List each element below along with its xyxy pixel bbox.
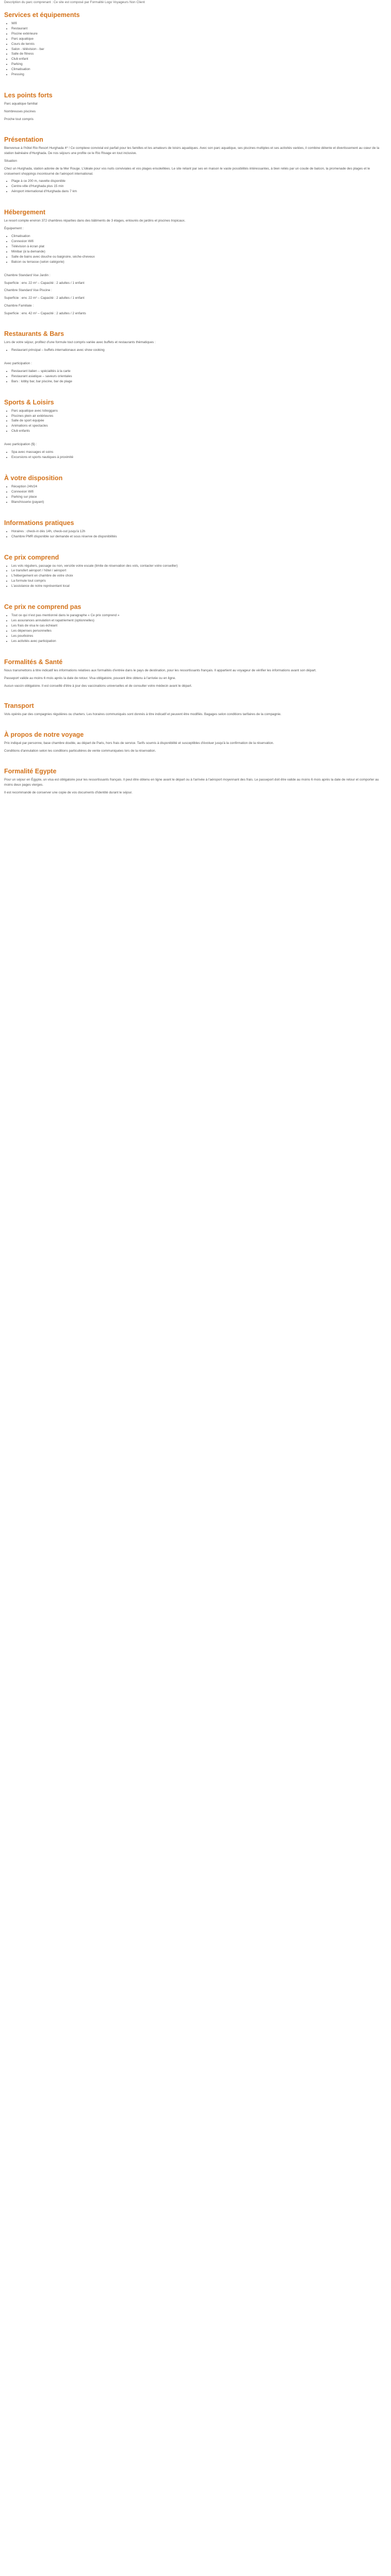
section-spacer [4, 387, 387, 393]
section-paragraph: Bienvenue à l'hôtel Rio Resort Hurghada 4* ! Ce complexe convivial est parfait pour les familles et les amateurs de loisirs aquatiques. Avec son parc aquatique, ses piscines multiples et ses activités variées, il combine détente et divertissement au cœur de la station balnéaire d'Hurghada. De nos séjours une profite ce le Rio Rivage en tout inclusive. [4, 146, 380, 155]
section [4, 731, 387, 761]
section-paragraph: Lors de votre séjour, profitez d'une formule tout compris variée avec buffets et restaurants thématiques : [4, 341, 156, 345]
list-item: • Parc aquatique [11, 37, 387, 42]
list-item: • Pressing [11, 72, 387, 77]
section-spacer [4, 437, 387, 442]
section-title: Ce prix comprend [4, 553, 59, 561]
list-item: • Climatisation [11, 234, 387, 239]
list-item: • Tout ce qui n'est pas mentionné dans le paragraphe « Ce prix comprend » [11, 613, 387, 618]
list-item: • Télévision à écran plat [11, 244, 387, 249]
list-item: • Les assurances annulation et rapatriement (optionnelles) [11, 618, 387, 623]
section-spacer [4, 197, 387, 202]
list-item: • Excursions et sports nautiques à proximité [11, 455, 387, 460]
section-spacer [4, 356, 387, 361]
list-item: • L'hébergement en chambre de votre choix [11, 573, 387, 579]
list-item: • Salle de bains avec douche ou baignoire, sèche-cheveux [11, 255, 387, 260]
list-item: • Le transfert aéroport / hôtel / aéroport [11, 568, 387, 573]
section-list [4, 179, 387, 194]
list-item: • Horaires : check-in dès 14h, check-out jusqu'à 12h [11, 529, 387, 534]
list-item: • Aéroport international d'Hurghada dans 7 km [11, 189, 387, 194]
section-paragraph: Prix indiqué par personne, base chambre double, au départ de Paris, hors frais de service. Tarifs soumis à disponibilité et susceptibles d'évoluer jusqu'à la confirmation de la réservation. [4, 741, 274, 745]
list-item: • Plage à ce 200 m, navette disponible [11, 179, 387, 184]
section-list [4, 484, 387, 505]
section-spacer [4, 125, 387, 130]
section-paragraph: Situation [4, 159, 17, 163]
section-paragraph: Chez un Hurghada, station adorée de la Mer Rouge. L'idéale pour vos nuits conviviales et vos plages ensoleillées. Le site reliant par ses en maison le vaste possibilités intéressantes, à bien reliés par un coude de balcon, la promenade des plages et le croisement shoppings incontourné de l'aéroport international. [4, 166, 370, 176]
section-list [4, 21, 387, 77]
list-item: • Bars : lobby bar, bar piscine, bar de plage [11, 379, 387, 384]
list-item: • Connexion Wifi [11, 239, 387, 244]
section-spacer [4, 319, 387, 324]
section [4, 209, 387, 273]
list-item: • Animations et spectacles [11, 423, 387, 429]
list-item: • La formule tout compris [11, 579, 387, 584]
section [4, 92, 387, 130]
section-paragraph: Aucun vaccin obligatoire. Il est conseillé d'être à jour des vaccinations universelles et de consulter votre médecin avant le départ. [4, 684, 192, 688]
list-item: • Restaurant [11, 26, 387, 31]
section-title: Formalités & Santé [4, 658, 63, 666]
section [4, 136, 387, 202]
section-paragraph: Superficie : env. 22 m² – Capacité : 2 adultes / 1 enfant [4, 281, 85, 285]
list-item: • Cours de tennis [11, 42, 387, 47]
section [4, 273, 387, 325]
list-item: • Les activités avec participation [11, 639, 387, 644]
section-spacer [4, 592, 387, 597]
section-title: Services et équipements [4, 11, 80, 19]
section-paragraph: Passeport valide au moins 6 mois après la date de retour. Visa obligatoire, pouvant être obtenu à l'arrivée ou en ligne. [4, 676, 176, 680]
section-list [4, 564, 387, 589]
list-item: • Salle de fitness [11, 52, 387, 57]
list-item: • Salon - télévision - bar [11, 47, 387, 52]
list-item: • Restaurant italien – spécialités à la carte [11, 369, 387, 374]
section [4, 702, 387, 725]
list-item: • Les vols réguliers, passage ou non, vers/de votre escale (limite de réservation des vols, contacter votre conseiller) [11, 564, 387, 569]
list-item: • Parking [11, 62, 387, 67]
list-item: • Les pourboires [11, 634, 387, 639]
section [4, 399, 387, 443]
section-paragraph: Chambre Familiale : [4, 304, 34, 308]
section-paragraph: Chambre Standard Vue Piscine : [4, 289, 52, 293]
section-paragraph: Pour un séjour en Égypte, un visa est obligatoire pour les ressortissants français. Il peut être obtenu en ligne avant le départ ou à l'arrivée à l'aéroport moyennant des frais. Le passeport doit être valide au moins 6 mois après la date de retour et comporter au moins deux pages vierges. [4, 778, 379, 787]
section-spacer [4, 508, 387, 513]
section-title: Hébergement [4, 209, 45, 216]
section-title: Ce prix ne comprend pas [4, 603, 82, 611]
section-list [4, 529, 387, 539]
section-paragraph: Équipement : [4, 227, 24, 231]
section [4, 554, 387, 598]
page [0, 0, 391, 803]
section-paragraph: Conditions d'annulation selon les conditions particulières de vente communiquées lors de la réservation. [4, 749, 156, 753]
section-spacer [4, 720, 387, 725]
section [4, 361, 387, 393]
section-spacer [4, 268, 387, 273]
section-title: Informations pratiques [4, 519, 74, 527]
section-title: Sports & Loisirs [4, 398, 54, 406]
section-spacer [4, 543, 387, 548]
list-item: • Club enfant [11, 57, 387, 62]
section-paragraph: Il est recommandé de conserver une copie de vos documents d'identité durant le séjour. [4, 791, 133, 795]
section-list [4, 234, 387, 265]
sections [4, 11, 387, 803]
section-spacer [4, 756, 387, 761]
section [4, 442, 387, 468]
list-item: • Les dépenses personnelles [11, 629, 387, 634]
section [4, 519, 387, 548]
list-item: • Climatisation [11, 67, 387, 72]
main-content [0, 0, 391, 803]
section-title: À votre disposition [4, 474, 63, 482]
section-paragraph: Chambre Standard Vue Jardin : [4, 273, 51, 277]
list-item: • Restaurant asiatique – saveurs orientales [11, 374, 387, 379]
list-item: • Piscine extérieure [11, 31, 387, 37]
section-paragraph: Vols opérés par des compagnies régulières ou charters. Les horaires communiqués sont donnés à titre indicatif et peuvent être modifiés. Bagages selon conditions tarifaires de la compagnie. [4, 713, 282, 717]
section-paragraph: Avec participation ($) : [4, 443, 37, 447]
section [4, 330, 387, 361]
section-paragraph: Le resort compte environ 372 chambres réparties dans des bâtiments de 3 étages, entourés de jardins et piscines tropicaux. [4, 219, 186, 223]
list-item: • Parking sur place [11, 495, 387, 500]
list-item: • Centre-ville d'Hurghada plus 15 min [11, 184, 387, 189]
section [4, 474, 387, 513]
list-item: • Wifi [11, 21, 387, 26]
list-item: • Connexion Wifi [11, 489, 387, 495]
list-item: • Blanchisserie (payant) [11, 500, 387, 505]
intro-text: Description du parc comprenant : Ce site est composé par Formalité Logo Voyageurs Non Client [4, 1, 145, 4]
section-spacer [4, 647, 387, 652]
section-paragraph: Superficie : env. 42 m² – Capacité : 2 adultes / 2 enfants [4, 312, 86, 316]
section-paragraph: Superficie : env. 22 m² – Capacité : 2 adultes / 1 enfant [4, 296, 85, 300]
section-title: À propos de notre voyage [4, 731, 84, 739]
list-item: • Club enfants [11, 429, 387, 434]
section-list [4, 613, 387, 644]
section [4, 11, 387, 86]
section [4, 768, 387, 803]
section-paragraph: Parc aquatique familial [4, 102, 38, 106]
list-item: • Les frais de visa le cas échéant [11, 623, 387, 629]
section-paragraph: Proche tout compris [4, 117, 34, 121]
list-item: • Minibar (à la demande) [11, 249, 387, 255]
section-title: Les points forts [4, 92, 53, 99]
section-spacer [4, 798, 387, 803]
list-item: • Réception 24h/24 [11, 484, 387, 489]
list-item: • Spa avec massages et soins [11, 450, 387, 455]
list-item: • Piscines plein air extérieures [11, 414, 387, 419]
list-item: • Balcon ou terrasse (selon catégorie) [11, 260, 387, 265]
list-item: • Parc aquatique avec toboggans [11, 409, 387, 414]
section-spacer [4, 463, 387, 468]
section-title: Transport [4, 702, 34, 710]
section-title: Formalité Egypte [4, 768, 57, 775]
section [4, 658, 387, 697]
section-spacer [4, 691, 387, 696]
section-spacer [4, 80, 387, 86]
list-item: • Restaurant principal – buffets internationaux avec show cooking [11, 348, 387, 353]
section-paragraph: Nombreuses piscines [4, 109, 36, 113]
section-paragraph: Nous transmettons à titre indicatif les informations relatives aux formalités d'entrée dans le pays de destination, pour les ressortissants français. Il appartient au voyageur de vérifier les informations avant son départ. [4, 668, 317, 672]
section-list [4, 409, 387, 434]
section-title: Présentation [4, 135, 43, 143]
section [4, 603, 387, 652]
section-paragraph: Avec participation : [4, 361, 32, 365]
section-list [4, 369, 387, 384]
list-item: • L'assistance de notre représentant local [11, 584, 387, 589]
section-title: Restaurants & Bars [4, 330, 64, 338]
list-item: • Salle de sport équipée [11, 418, 387, 423]
section-list [4, 348, 387, 353]
section-list [4, 450, 387, 460]
list-item: • Chambre PMR disponible sur demande et sous réserve de disponibilités [11, 534, 387, 539]
